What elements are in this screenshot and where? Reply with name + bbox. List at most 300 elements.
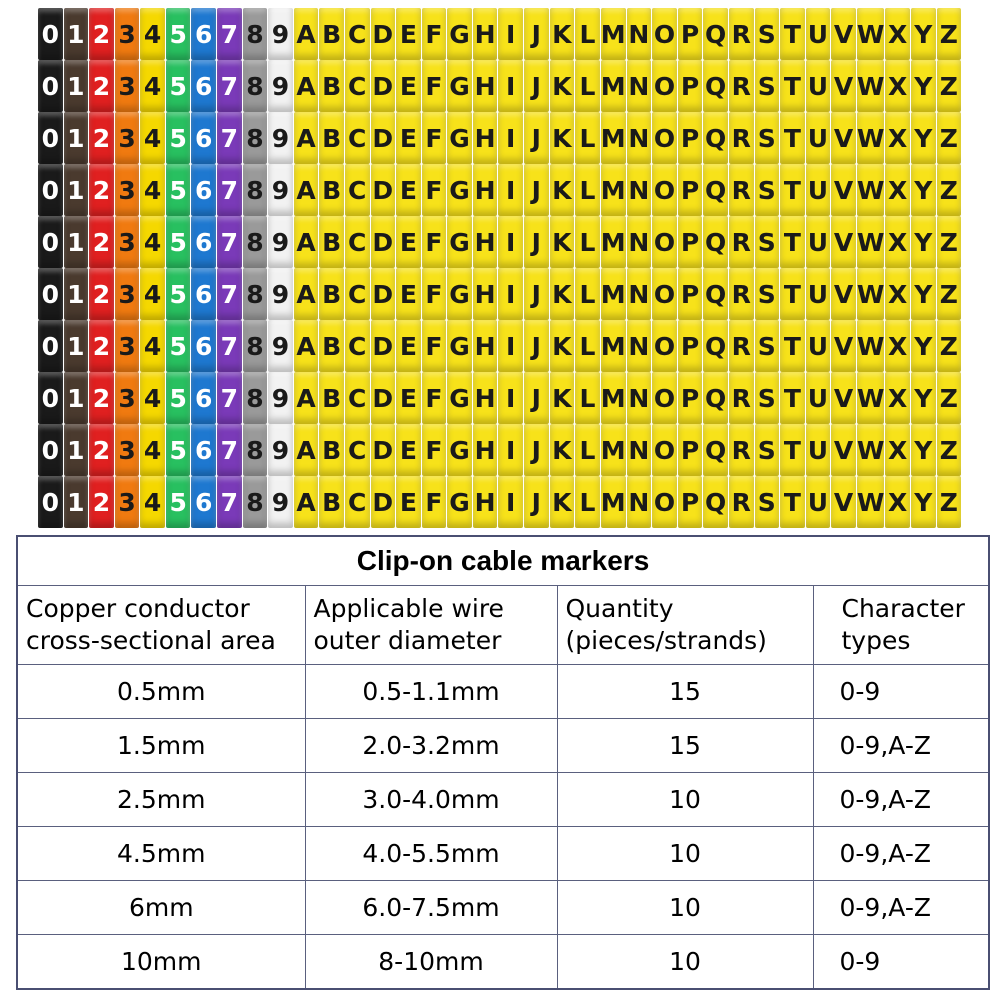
- digit-marker: 5: [166, 476, 191, 528]
- digit-marker: 4: [140, 60, 165, 112]
- letter-marker: T: [780, 268, 805, 320]
- letter-marker: I: [498, 320, 523, 372]
- table-row: [17, 719, 989, 773]
- cell-wire-outer-diameter: 6.0-7.5mm: [305, 881, 557, 935]
- digit-marker: 7: [217, 60, 242, 112]
- digit-marker: 1: [64, 320, 89, 372]
- cell-quantity: 10: [557, 935, 813, 990]
- letter-marker: C: [345, 372, 370, 424]
- letter-marker: K: [550, 372, 575, 424]
- letter-marker: M: [601, 60, 626, 112]
- digit-marker: 9: [268, 268, 293, 320]
- digit-marker: 1: [64, 112, 89, 164]
- letter-marker: L: [575, 372, 600, 424]
- letter-marker: K: [550, 112, 575, 164]
- letter-marker: Z: [937, 60, 962, 112]
- letter-marker: E: [396, 320, 421, 372]
- digit-marker: 1: [64, 372, 89, 424]
- header-line: Applicable wire: [313, 594, 504, 623]
- letter-marker: S: [755, 476, 780, 528]
- letter-marker: K: [550, 60, 575, 112]
- digit-marker: 3: [115, 112, 140, 164]
- letter-marker: D: [371, 216, 396, 268]
- letter-marker: T: [780, 372, 805, 424]
- letter-marker: J: [524, 112, 549, 164]
- letter-marker: K: [550, 216, 575, 268]
- digit-marker: 6: [191, 476, 216, 528]
- digit-marker: 7: [217, 112, 242, 164]
- letter-marker: F: [422, 476, 447, 528]
- letter-marker: X: [885, 476, 910, 528]
- letter-marker: P: [678, 320, 703, 372]
- letter-marker: N: [627, 60, 652, 112]
- digit-marker: 0: [38, 268, 63, 320]
- digit-marker: 0: [38, 476, 63, 528]
- letter-marker: N: [627, 320, 652, 372]
- letter-marker: E: [396, 476, 421, 528]
- cell-wire-outer-diameter: 8-10mm: [305, 935, 557, 990]
- header-line: types: [841, 626, 911, 655]
- table-title-row: [17, 536, 989, 586]
- letter-marker: L: [575, 268, 600, 320]
- cell-quantity: 10: [557, 773, 813, 827]
- letter-marker: A: [294, 424, 319, 476]
- digit-marker: 2: [89, 372, 114, 424]
- letter-marker: O: [652, 372, 677, 424]
- letter-marker: N: [627, 112, 652, 164]
- letter-marker: K: [550, 424, 575, 476]
- letter-marker: M: [601, 216, 626, 268]
- letter-marker: X: [885, 268, 910, 320]
- letter-marker: B: [319, 216, 344, 268]
- letter-marker: J: [524, 60, 549, 112]
- header-line: Character: [841, 594, 965, 623]
- letter-marker: S: [755, 424, 780, 476]
- letter-marker: F: [422, 8, 447, 60]
- letter-marker: D: [371, 268, 396, 320]
- letter-marker: P: [678, 372, 703, 424]
- letter-marker: F: [422, 268, 447, 320]
- letter-marker: A: [294, 112, 319, 164]
- table-row: [17, 935, 989, 990]
- marker-row: [38, 8, 962, 60]
- digit-marker: 9: [268, 320, 293, 372]
- letter-marker: A: [294, 216, 319, 268]
- marker-row: [38, 216, 962, 268]
- table-row: [17, 665, 989, 719]
- letter-marker: W: [857, 112, 885, 164]
- digit-marker: 0: [38, 424, 63, 476]
- cell-cross-sectional-area: 0.5mm: [17, 665, 305, 719]
- digit-marker: 6: [191, 424, 216, 476]
- letter-marker: J: [524, 268, 549, 320]
- letter-marker: W: [857, 8, 885, 60]
- letter-marker: L: [575, 320, 600, 372]
- letter-marker: V: [831, 164, 856, 216]
- letter-marker: H: [473, 424, 498, 476]
- letter-marker: X: [885, 424, 910, 476]
- letter-marker: Q: [703, 164, 728, 216]
- letter-marker: Q: [703, 424, 728, 476]
- letter-marker: S: [755, 268, 780, 320]
- cell-character-types: 0-9,A-Z: [813, 881, 989, 935]
- letter-marker: G: [447, 424, 472, 476]
- letter-marker: D: [371, 112, 396, 164]
- digit-marker: 6: [191, 8, 216, 60]
- letter-marker: J: [524, 164, 549, 216]
- letter-marker: M: [601, 476, 626, 528]
- letter-marker: Z: [937, 320, 962, 372]
- letter-marker: O: [652, 320, 677, 372]
- letter-marker: C: [345, 320, 370, 372]
- letter-marker: S: [755, 320, 780, 372]
- letter-marker: J: [524, 216, 549, 268]
- table-header-row: [17, 586, 989, 665]
- letter-marker: M: [601, 268, 626, 320]
- letter-marker: Z: [937, 424, 962, 476]
- letter-marker: Y: [911, 268, 936, 320]
- letter-marker: A: [294, 268, 319, 320]
- digit-marker: 4: [140, 476, 165, 528]
- letter-marker: P: [678, 8, 703, 60]
- letter-marker: G: [447, 112, 472, 164]
- digit-marker: 3: [115, 164, 140, 216]
- letter-marker: C: [345, 268, 370, 320]
- letter-marker: Q: [703, 476, 728, 528]
- letter-marker: R: [729, 268, 754, 320]
- letter-marker: R: [729, 164, 754, 216]
- letter-marker: M: [601, 320, 626, 372]
- letter-marker: Q: [703, 60, 728, 112]
- digit-marker: 8: [243, 268, 268, 320]
- letter-marker: R: [729, 112, 754, 164]
- digit-marker: 9: [268, 112, 293, 164]
- digit-marker: 0: [38, 60, 63, 112]
- letter-marker: A: [294, 60, 319, 112]
- letter-marker: E: [396, 372, 421, 424]
- digit-marker: 7: [217, 320, 242, 372]
- cell-cross-sectional-area: 10mm: [17, 935, 305, 990]
- header-cross-sectional-area: [17, 586, 305, 665]
- letter-marker: T: [780, 112, 805, 164]
- digit-marker: 9: [268, 216, 293, 268]
- letter-marker: M: [601, 164, 626, 216]
- digit-marker: 7: [217, 8, 242, 60]
- letter-marker: O: [652, 216, 677, 268]
- letter-marker: L: [575, 216, 600, 268]
- letter-marker: P: [678, 216, 703, 268]
- letter-marker: Z: [937, 8, 962, 60]
- letter-marker: R: [729, 424, 754, 476]
- letter-marker: W: [857, 60, 885, 112]
- letter-marker: L: [575, 424, 600, 476]
- digit-marker: 7: [217, 372, 242, 424]
- cell-cross-sectional-area: 4.5mm: [17, 827, 305, 881]
- letter-marker: C: [345, 424, 370, 476]
- digit-marker: 4: [140, 372, 165, 424]
- cell-quantity: 15: [557, 665, 813, 719]
- letter-marker: I: [498, 476, 523, 528]
- letter-marker: Q: [703, 372, 728, 424]
- letter-marker: N: [627, 216, 652, 268]
- digit-marker: 7: [217, 216, 242, 268]
- letter-marker: E: [396, 164, 421, 216]
- letter-marker: M: [601, 112, 626, 164]
- letter-marker: H: [473, 60, 498, 112]
- letter-marker: U: [806, 476, 831, 528]
- letter-marker: U: [806, 112, 831, 164]
- letter-marker: L: [575, 8, 600, 60]
- letter-marker: D: [371, 8, 396, 60]
- letter-marker: W: [857, 424, 885, 476]
- digit-marker: 0: [38, 8, 63, 60]
- letter-marker: Z: [937, 164, 962, 216]
- letter-marker: Y: [911, 476, 936, 528]
- letter-marker: G: [447, 60, 472, 112]
- letter-marker: M: [601, 424, 626, 476]
- header-line: outer diameter: [313, 626, 502, 655]
- digit-marker: 2: [89, 164, 114, 216]
- digit-marker: 8: [243, 60, 268, 112]
- letter-marker: X: [885, 216, 910, 268]
- letter-marker: Y: [911, 424, 936, 476]
- digit-marker: 0: [38, 372, 63, 424]
- letter-marker: K: [550, 476, 575, 528]
- marker-row: [38, 164, 962, 216]
- letter-marker: Q: [703, 320, 728, 372]
- digit-marker: 6: [191, 164, 216, 216]
- letter-marker: N: [627, 372, 652, 424]
- letter-marker: K: [550, 164, 575, 216]
- letter-marker: A: [294, 372, 319, 424]
- letter-marker: Z: [937, 372, 962, 424]
- cell-character-types: 0-9,A-Z: [813, 773, 989, 827]
- letter-marker: U: [806, 268, 831, 320]
- letter-marker: N: [627, 476, 652, 528]
- letter-marker: U: [806, 8, 831, 60]
- digit-marker: 0: [38, 320, 63, 372]
- letter-marker: G: [447, 8, 472, 60]
- letter-marker: Q: [703, 216, 728, 268]
- letter-marker: E: [396, 424, 421, 476]
- digit-marker: 5: [166, 164, 191, 216]
- digit-marker: 8: [243, 372, 268, 424]
- letter-marker: X: [885, 8, 910, 60]
- digit-marker: 9: [268, 372, 293, 424]
- letter-marker: W: [857, 216, 885, 268]
- letter-marker: D: [371, 424, 396, 476]
- letter-marker: D: [371, 372, 396, 424]
- digit-marker: 5: [166, 216, 191, 268]
- digit-marker: 5: [166, 320, 191, 372]
- letter-marker: J: [524, 8, 549, 60]
- table-row: [17, 881, 989, 935]
- digit-marker: 3: [115, 216, 140, 268]
- digit-marker: 7: [217, 476, 242, 528]
- letter-marker: G: [447, 164, 472, 216]
- letter-marker: P: [678, 112, 703, 164]
- header-line: (pieces/strands): [565, 626, 767, 655]
- digit-marker: 5: [166, 112, 191, 164]
- letter-marker: L: [575, 60, 600, 112]
- letter-marker: E: [396, 8, 421, 60]
- letter-marker: C: [345, 476, 370, 528]
- letter-marker: H: [473, 164, 498, 216]
- letter-marker: B: [319, 372, 344, 424]
- letter-marker: O: [652, 164, 677, 216]
- digit-marker: 8: [243, 216, 268, 268]
- digit-marker: 9: [268, 476, 293, 528]
- letter-marker: B: [319, 112, 344, 164]
- letter-marker: B: [319, 476, 344, 528]
- digit-marker: 1: [64, 8, 89, 60]
- digit-marker: 7: [217, 424, 242, 476]
- digit-marker: 2: [89, 268, 114, 320]
- letter-marker: M: [601, 8, 626, 60]
- letter-marker: J: [524, 320, 549, 372]
- digit-marker: 1: [64, 476, 89, 528]
- cell-quantity: 10: [557, 881, 813, 935]
- digit-marker: 3: [115, 268, 140, 320]
- letter-marker: Y: [911, 372, 936, 424]
- digit-marker: 4: [140, 424, 165, 476]
- letter-marker: Y: [911, 112, 936, 164]
- spec-table: [16, 535, 990, 990]
- letter-marker: A: [294, 320, 319, 372]
- letter-marker: I: [498, 164, 523, 216]
- digit-marker: 2: [89, 476, 114, 528]
- letter-marker: K: [550, 8, 575, 60]
- cell-character-types: 0-9: [813, 665, 989, 719]
- cable-marker-strips: [38, 8, 962, 528]
- letter-marker: F: [422, 216, 447, 268]
- table-body: [17, 665, 989, 990]
- letter-marker: D: [371, 164, 396, 216]
- cell-quantity: 10: [557, 827, 813, 881]
- digit-marker: 6: [191, 320, 216, 372]
- letter-marker: P: [678, 164, 703, 216]
- letter-marker: R: [729, 60, 754, 112]
- digit-marker: 0: [38, 216, 63, 268]
- letter-marker: P: [678, 476, 703, 528]
- marker-row: [38, 372, 962, 424]
- letter-marker: D: [371, 476, 396, 528]
- digit-marker: 5: [166, 8, 191, 60]
- digit-marker: 6: [191, 216, 216, 268]
- digit-marker: 1: [64, 268, 89, 320]
- letter-marker: Y: [911, 8, 936, 60]
- digit-marker: 4: [140, 268, 165, 320]
- digit-marker: 4: [140, 8, 165, 60]
- letter-marker: Q: [703, 8, 728, 60]
- letter-marker: D: [371, 320, 396, 372]
- letter-marker: Y: [911, 320, 936, 372]
- marker-row: [38, 60, 962, 112]
- letter-marker: S: [755, 164, 780, 216]
- cell-cross-sectional-area: 6mm: [17, 881, 305, 935]
- letter-marker: T: [780, 424, 805, 476]
- letter-marker: B: [319, 164, 344, 216]
- letter-marker: E: [396, 268, 421, 320]
- letter-marker: G: [447, 268, 472, 320]
- marker-row: [38, 476, 962, 528]
- digit-marker: 9: [268, 60, 293, 112]
- letter-marker: G: [447, 320, 472, 372]
- digit-marker: 2: [89, 8, 114, 60]
- letter-marker: K: [550, 268, 575, 320]
- digit-marker: 5: [166, 424, 191, 476]
- letter-marker: X: [885, 372, 910, 424]
- letter-marker: S: [755, 112, 780, 164]
- letter-marker: U: [806, 320, 831, 372]
- letter-marker: U: [806, 164, 831, 216]
- letter-marker: X: [885, 164, 910, 216]
- cell-character-types: 0-9,A-Z: [813, 827, 989, 881]
- digit-marker: 9: [268, 8, 293, 60]
- header-line: cross-sectional area: [26, 626, 276, 655]
- letter-marker: R: [729, 8, 754, 60]
- marker-row: [38, 320, 962, 372]
- letter-marker: Y: [911, 60, 936, 112]
- letter-marker: B: [319, 60, 344, 112]
- digit-marker: 6: [191, 372, 216, 424]
- letter-marker: I: [498, 268, 523, 320]
- cell-character-types: 0-9,A-Z: [813, 719, 989, 773]
- letter-marker: W: [857, 164, 885, 216]
- letter-marker: T: [780, 164, 805, 216]
- marker-row: [38, 268, 962, 320]
- digit-marker: 1: [64, 216, 89, 268]
- digit-marker: 6: [191, 112, 216, 164]
- letter-marker: Z: [937, 268, 962, 320]
- letter-marker: Q: [703, 268, 728, 320]
- letter-marker: U: [806, 424, 831, 476]
- header-line: Quantity: [565, 594, 674, 623]
- table-row: [17, 773, 989, 827]
- letter-marker: T: [780, 476, 805, 528]
- letter-marker: S: [755, 60, 780, 112]
- letter-marker: K: [550, 320, 575, 372]
- letter-marker: G: [447, 372, 472, 424]
- letter-marker: U: [806, 372, 831, 424]
- letter-marker: C: [345, 112, 370, 164]
- letter-marker: F: [422, 164, 447, 216]
- digit-marker: 6: [191, 60, 216, 112]
- cell-quantity: 15: [557, 719, 813, 773]
- digit-marker: 4: [140, 112, 165, 164]
- letter-marker: I: [498, 424, 523, 476]
- letter-marker: O: [652, 112, 677, 164]
- letter-marker: O: [652, 268, 677, 320]
- letter-marker: T: [780, 8, 805, 60]
- digit-marker: 2: [89, 216, 114, 268]
- cell-wire-outer-diameter: 0.5-1.1mm: [305, 665, 557, 719]
- cell-wire-outer-diameter: 3.0-4.0mm: [305, 773, 557, 827]
- letter-marker: A: [294, 8, 319, 60]
- letter-marker: E: [396, 112, 421, 164]
- letter-marker: O: [652, 60, 677, 112]
- digit-marker: 9: [268, 164, 293, 216]
- digit-marker: 2: [89, 60, 114, 112]
- letter-marker: H: [473, 268, 498, 320]
- cell-cross-sectional-area: 1.5mm: [17, 719, 305, 773]
- letter-marker: Y: [911, 164, 936, 216]
- letter-marker: Z: [937, 112, 962, 164]
- digit-marker: 9: [268, 424, 293, 476]
- letter-marker: E: [396, 60, 421, 112]
- letter-marker: N: [627, 424, 652, 476]
- letter-marker: C: [345, 164, 370, 216]
